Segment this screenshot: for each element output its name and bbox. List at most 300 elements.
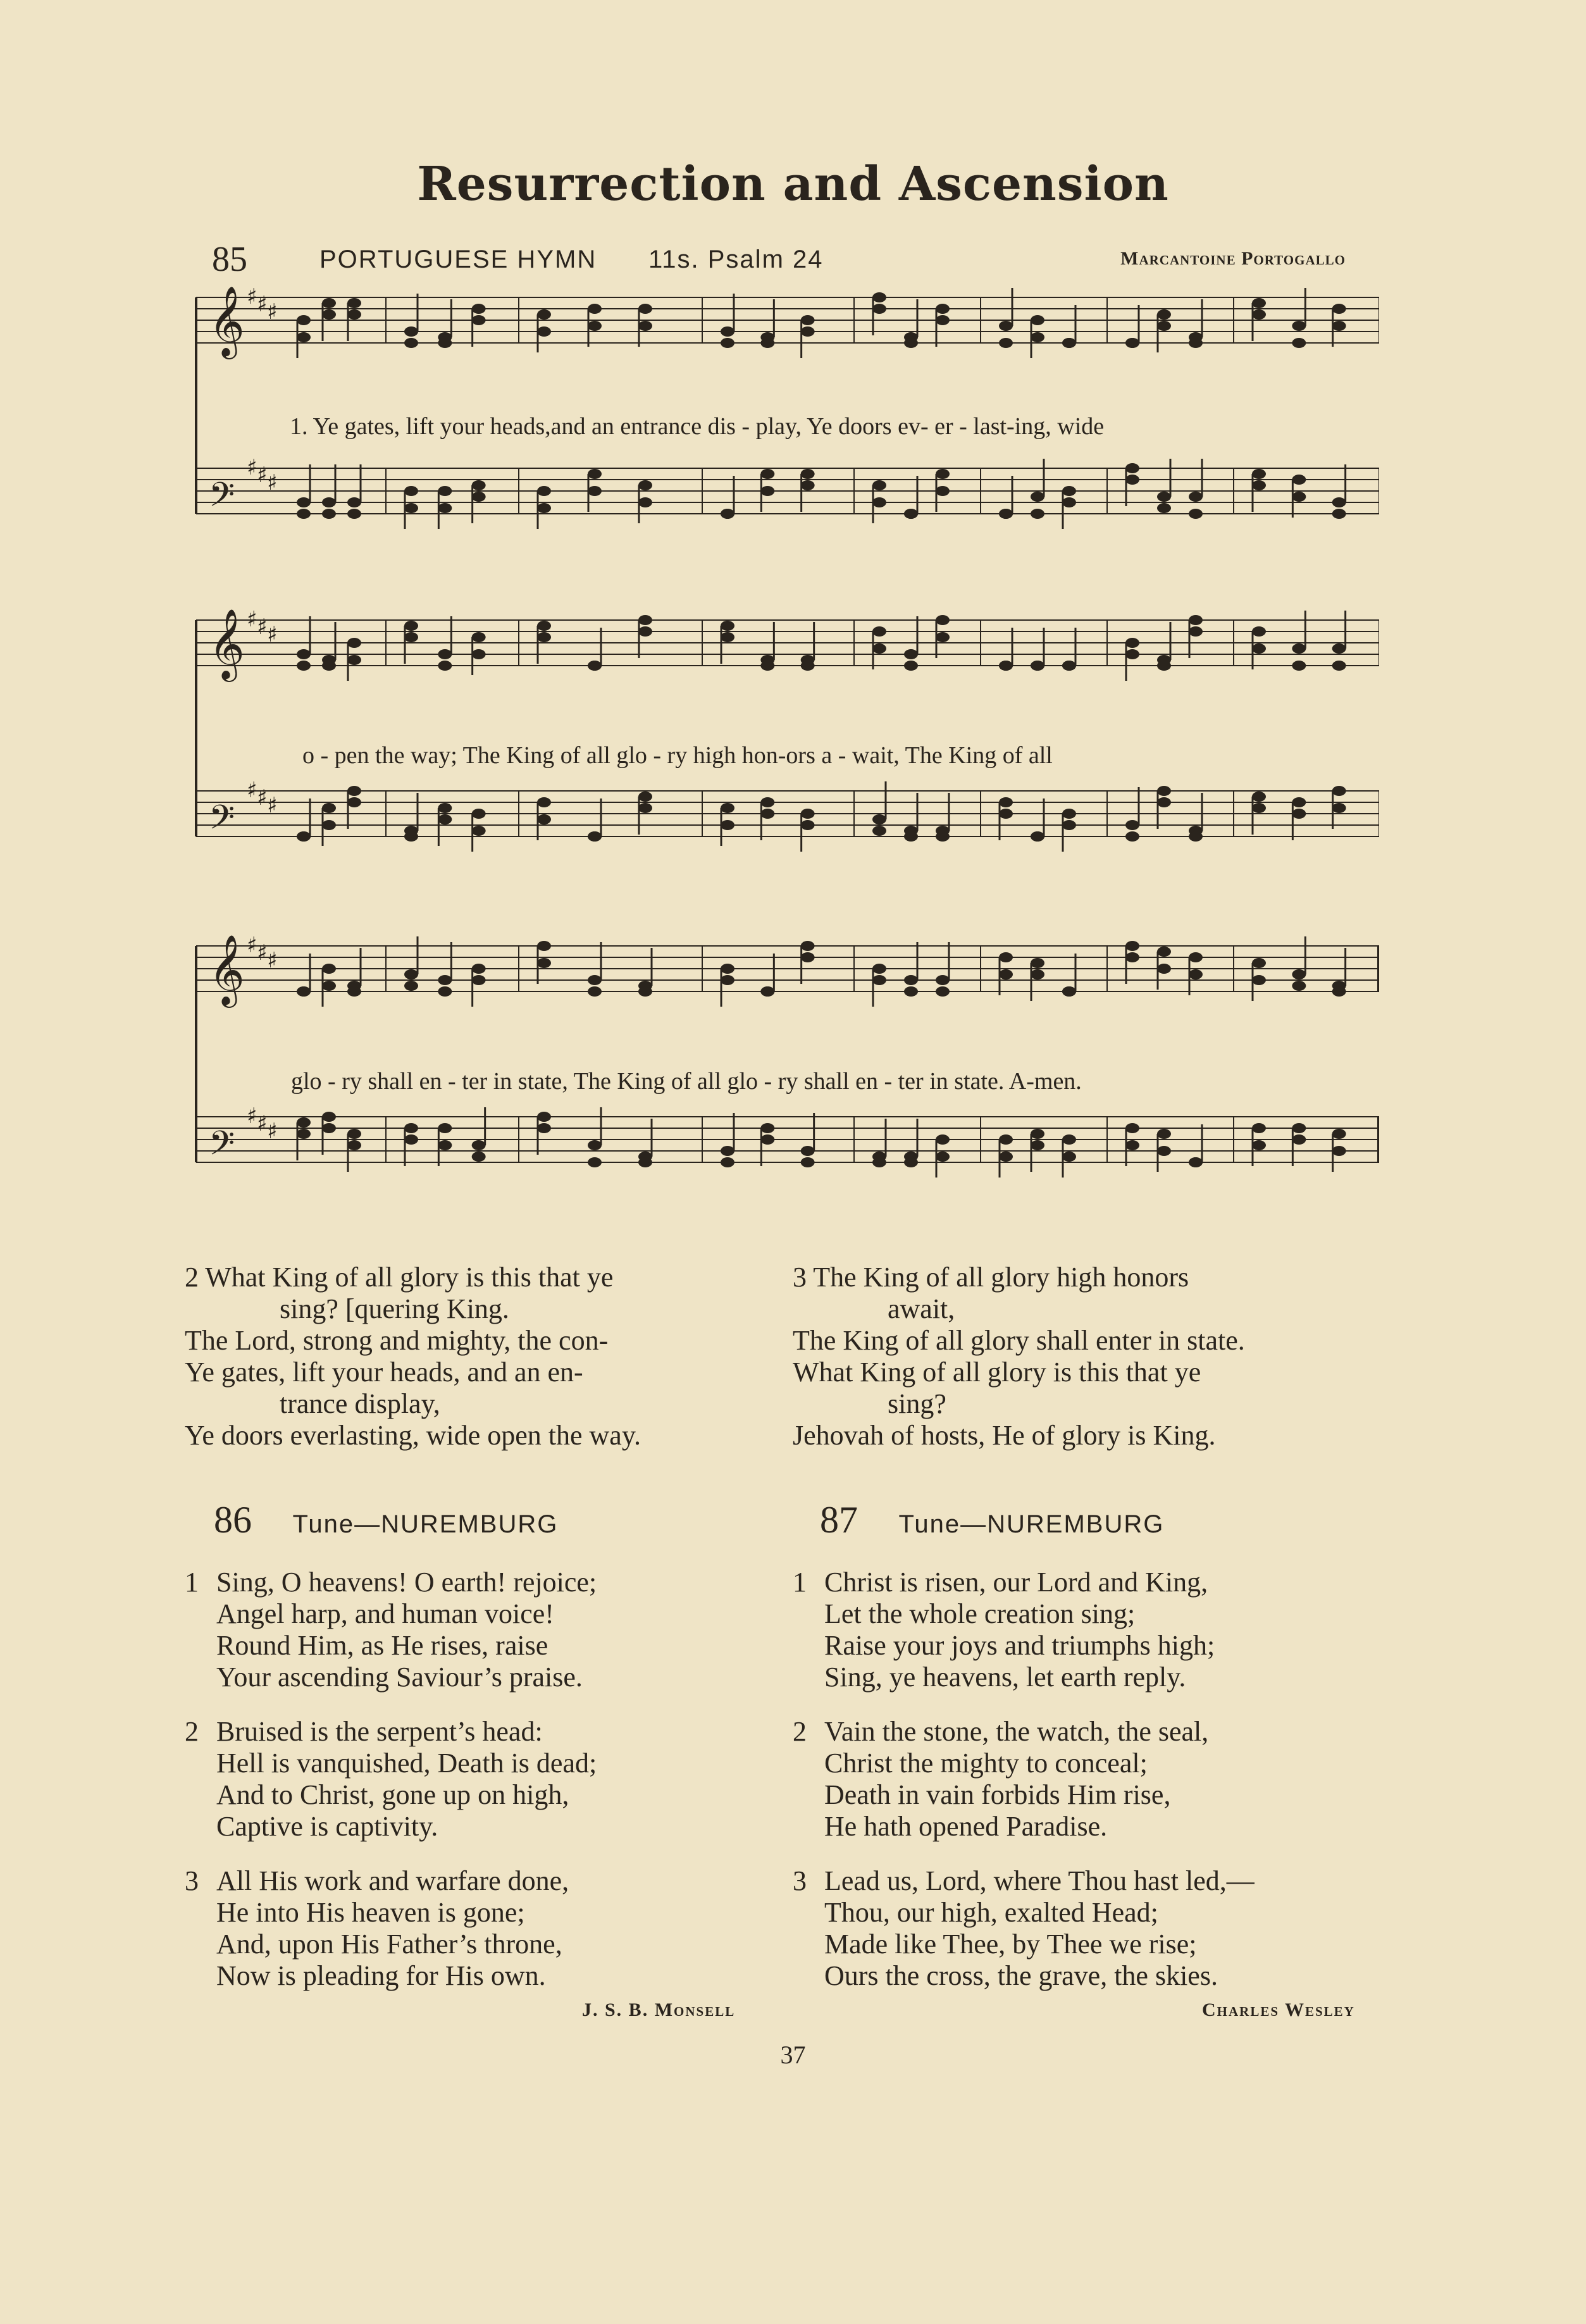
note-head (1292, 809, 1306, 819)
note-head (801, 469, 815, 479)
verse-line: Christ the mighty to conceal; (824, 1748, 1148, 1779)
note-head (1031, 332, 1044, 342)
verse-number: 2 (185, 1716, 199, 1747)
note-head (1157, 661, 1171, 671)
note-head (638, 986, 652, 997)
note-head (322, 803, 336, 813)
note-head (721, 1157, 734, 1167)
hymn-86-header (214, 1498, 558, 1542)
note-head (638, 615, 652, 625)
stanza-line: Ye doors everlasting, wide open the way. (185, 1420, 641, 1451)
sharp-icon: ♯ (247, 455, 257, 480)
sharp-icon: ♯ (257, 1111, 268, 1136)
note-head (1031, 315, 1044, 325)
stanza-line: sing? (888, 1388, 946, 1419)
note-head (404, 326, 418, 337)
note-head (801, 941, 815, 951)
note-head (472, 826, 486, 836)
note-head (1031, 1140, 1044, 1150)
note-head (1332, 1146, 1346, 1156)
sharp-icon: ♯ (267, 470, 278, 495)
stanza-2 (185, 1262, 779, 1451)
note-head (801, 315, 815, 325)
note-head (999, 1152, 1013, 1162)
note-head (347, 986, 361, 997)
note-head (322, 1112, 336, 1122)
note-head (1125, 952, 1139, 962)
note-head (472, 809, 486, 819)
note-head (297, 315, 311, 325)
music-system-3 (190, 927, 1379, 1231)
note-head (322, 820, 336, 830)
stanza-line: 2 What King of all glory is this that ye (185, 1262, 614, 1293)
sharp-icon: ♯ (257, 463, 268, 488)
verse-line: Christ is risen, our Lord and King, (824, 1567, 1208, 1598)
note-head (721, 621, 734, 631)
note-head (721, 632, 734, 642)
verse-line: He into His heaven is gone; (216, 1897, 525, 1928)
sharp-icon: ♯ (247, 1103, 257, 1129)
note-head (1332, 304, 1346, 314)
note-head (1157, 492, 1171, 502)
note-head (347, 786, 361, 796)
note-head (1189, 1157, 1203, 1167)
note-head (1332, 986, 1346, 997)
note-head (872, 304, 886, 314)
note-head (1189, 615, 1203, 625)
stanza-line: The King of all glory shall enter in state. (793, 1325, 1245, 1356)
note-head (1332, 509, 1346, 519)
stanza-line: Jehovah of hosts, He of glory is King. (793, 1420, 1216, 1451)
note-head (1332, 497, 1346, 507)
stanza-line: trance display, (280, 1388, 440, 1419)
note-head (999, 969, 1013, 979)
note-head (537, 326, 551, 337)
note-head (1252, 1140, 1266, 1150)
note-head (1332, 661, 1346, 671)
note-head (801, 1146, 815, 1156)
note-head (1252, 958, 1266, 968)
note-head (1157, 503, 1171, 513)
author-credit: J. S. B. Monsell (582, 1999, 736, 2020)
verse-line: Sing, O heavens! O earth! rejoice; (216, 1567, 597, 1598)
sharp-icon: ♯ (257, 614, 268, 640)
note-head (936, 469, 950, 479)
note-head (999, 321, 1013, 331)
note-head (1125, 1140, 1139, 1150)
note-head (322, 309, 336, 320)
note-head (638, 792, 652, 802)
note-head (588, 1140, 602, 1150)
stanza-3 (793, 1262, 1387, 1451)
note-head (1332, 786, 1346, 796)
stanza-line: await, (888, 1293, 955, 1324)
note-head (1189, 969, 1203, 979)
note-head (537, 941, 551, 951)
verse-line: Bruised is the serpent’s head: (216, 1716, 543, 1747)
note-head (1031, 831, 1044, 842)
note-head (1292, 969, 1306, 979)
verse-number: 1 (185, 1567, 199, 1598)
note-head (999, 809, 1013, 819)
note-head (404, 981, 418, 991)
note-head (472, 480, 486, 490)
note-head (1292, 661, 1306, 671)
note-head (1252, 975, 1266, 985)
note-head (1125, 941, 1139, 951)
note-head (721, 338, 734, 348)
note-head (904, 831, 918, 842)
note-head (297, 332, 311, 342)
note-head (322, 661, 336, 671)
note-head (936, 1152, 950, 1162)
note-head (638, 803, 652, 813)
note-head (1292, 1123, 1306, 1133)
note-head (1252, 480, 1266, 490)
stanza-line: 3 The King of all glory high honors (793, 1262, 1189, 1293)
note-head (872, 292, 886, 302)
note-head (936, 615, 950, 625)
note-head (721, 1146, 734, 1156)
note-head (936, 986, 950, 997)
verse-87-2 (793, 1716, 1208, 1842)
hymn-number: 85 (212, 240, 247, 279)
note-head (760, 809, 774, 819)
sharp-icon: ♯ (267, 622, 278, 647)
note-head (472, 964, 486, 974)
note-head (760, 1134, 774, 1145)
note-head (1292, 981, 1306, 991)
note-head (438, 1123, 452, 1133)
note-head (472, 649, 486, 659)
note-head (1252, 469, 1266, 479)
note-head (1031, 958, 1044, 968)
note-head (904, 509, 918, 519)
note-head (588, 661, 602, 671)
note-head (347, 1129, 361, 1139)
hymn-number: 87 (820, 1499, 858, 1541)
note-head (638, 497, 652, 507)
note-head (904, 1157, 918, 1167)
note-head (472, 975, 486, 985)
note-head (1292, 643, 1306, 654)
note-head (1292, 1134, 1306, 1145)
note-head (1125, 820, 1139, 830)
note-head (1125, 463, 1139, 473)
note-head (1125, 831, 1139, 842)
section-title: Resurrection and Ascension (417, 157, 1169, 211)
verse-number: 3 (793, 1865, 807, 1896)
note-head (1031, 969, 1044, 979)
note-head (936, 1134, 950, 1145)
tune-name: PORTUGUESE HYMN (319, 245, 597, 273)
note-head (347, 1140, 361, 1150)
verse-86-2 (185, 1716, 597, 1842)
note-head (588, 321, 602, 331)
note-head (1125, 649, 1139, 659)
note-head (438, 975, 452, 985)
note-head (1031, 509, 1044, 519)
sharp-icon: ♯ (257, 292, 268, 317)
note-head (1189, 509, 1203, 519)
lyrics-line: glo - ry shall en - ter in state, The King of all glo - ry shall en - ter in state. A-men. (291, 1068, 1082, 1095)
bass-clef-icon: 𝄢 (209, 1124, 235, 1171)
note-head (999, 509, 1013, 519)
verse-number: 2 (793, 1716, 807, 1747)
note-head (1157, 321, 1171, 331)
note-head (1157, 947, 1171, 957)
verse-line: Captive is captivity. (216, 1811, 438, 1842)
note-head (404, 1134, 418, 1145)
verse-line: Round Him, as He rises, raise (216, 1630, 548, 1661)
note-head (438, 803, 452, 813)
verse-line: Raise your joys and triumphs high; (824, 1630, 1215, 1661)
note-head (936, 315, 950, 325)
note-head (404, 831, 418, 842)
treble-clef-icon: 𝄞 (209, 285, 245, 356)
note-head (801, 661, 815, 671)
sharp-icon: ♯ (247, 778, 257, 803)
note-head (1189, 492, 1203, 502)
lyrics-line: 1. Ye gates, lift your heads,and an entrance dis - play, Ye doors ev- er - last-ing, wide (290, 413, 1105, 440)
verse-line: All His work and warfare done, (216, 1865, 569, 1896)
verse-line: Your ascending Saviour’s praise. (216, 1662, 583, 1693)
note-head (322, 497, 336, 507)
note-head (999, 661, 1013, 671)
verse-line: Made like Thee, by Thee we rise; (824, 1929, 1197, 1960)
sharp-icon: ♯ (247, 284, 257, 309)
note-head (999, 1134, 1013, 1145)
stanza-line: sing? [quering King. (280, 1293, 509, 1324)
hymn-number: 86 (214, 1499, 252, 1541)
note-head (1252, 626, 1266, 637)
note-head (322, 509, 336, 519)
note-head (537, 486, 551, 496)
note-head (1332, 321, 1346, 331)
note-head (1157, 797, 1171, 807)
verse-line: And to Christ, gone up on high, (216, 1779, 569, 1810)
treble-clef-icon: 𝄞 (209, 934, 245, 1005)
note-head (801, 820, 815, 830)
verse-87-3 (793, 1865, 1255, 1992)
note-head (297, 986, 311, 997)
note-head (297, 831, 311, 842)
note-head (588, 486, 602, 496)
note-head (1031, 492, 1044, 502)
sharp-icon: ♯ (267, 1119, 278, 1144)
note-head (472, 1152, 486, 1162)
note-head (438, 986, 452, 997)
note-head (1292, 797, 1306, 807)
note-head (1062, 1152, 1076, 1162)
note-head (638, 321, 652, 331)
note-head (904, 649, 918, 659)
note-head (1252, 1123, 1266, 1133)
note-head (1062, 809, 1076, 819)
lyrics-line: o - pen the way; The King of all glo - ry high hon-ors a - wait, The King of all (302, 742, 1053, 769)
note-head (638, 480, 652, 490)
note-head (438, 649, 452, 659)
note-head (537, 503, 551, 513)
note-head (537, 797, 551, 807)
note-head (404, 969, 418, 979)
note-head (1252, 309, 1266, 320)
sharp-icon: ♯ (267, 793, 278, 818)
note-head (999, 797, 1013, 807)
note-head (872, 975, 886, 985)
note-head (638, 304, 652, 314)
verse-87-1 (793, 1567, 1215, 1693)
note-head (588, 1157, 602, 1167)
note-head (588, 986, 602, 997)
note-head (872, 643, 886, 654)
note-head (347, 509, 361, 519)
note-head (638, 626, 652, 637)
bass-clef-icon: 𝄢 (209, 798, 235, 845)
verse-line: Lead us, Lord, where Thou hast led,— (824, 1865, 1255, 1896)
note-head (1332, 803, 1346, 813)
note-head (872, 826, 886, 836)
note-head (438, 338, 452, 348)
note-head (537, 309, 551, 320)
note-head (1125, 638, 1139, 648)
note-head (801, 809, 815, 819)
note-head (1252, 803, 1266, 813)
verse-number: 3 (185, 1865, 199, 1896)
note-head (537, 632, 551, 642)
note-head (438, 1140, 452, 1150)
verse-86-3 (185, 1865, 569, 1992)
note-head (760, 797, 774, 807)
note-head (1189, 952, 1203, 962)
note-head (936, 632, 950, 642)
note-head (297, 509, 311, 519)
note-head (760, 486, 774, 496)
note-head (1252, 792, 1266, 802)
treble-clef-icon: 𝄞 (209, 608, 245, 679)
verse-line: And, upon His Father’s throne, (216, 1929, 562, 1960)
note-head (347, 638, 361, 648)
note-head (872, 480, 886, 490)
note-head (404, 632, 418, 642)
sharp-icon: ♯ (247, 933, 257, 958)
note-head (721, 326, 734, 337)
note-head (904, 338, 918, 348)
note-head (588, 831, 602, 842)
note-head (760, 469, 774, 479)
note-head (999, 338, 1013, 348)
note-head (1252, 643, 1266, 654)
note-head (872, 1157, 886, 1167)
note-head (438, 814, 452, 824)
sharp-icon: ♯ (267, 948, 278, 973)
page-number: 37 (780, 2041, 806, 2069)
note-head (537, 814, 551, 824)
note-head (1189, 338, 1203, 348)
note-head (801, 952, 815, 962)
note-head (936, 975, 950, 985)
note-head (404, 1123, 418, 1133)
note-head (1125, 338, 1139, 348)
composer: Marcantoine Portogallo (1120, 248, 1346, 269)
verse-line: Now is pleading for His own. (216, 1960, 546, 1991)
note-head (438, 661, 452, 671)
note-head (297, 1117, 311, 1128)
note-head (721, 509, 734, 519)
note-head (438, 503, 452, 513)
note-head (801, 1157, 815, 1167)
note-head (1189, 626, 1203, 637)
note-head (1189, 831, 1203, 842)
note-head (404, 621, 418, 631)
note-head (1062, 661, 1076, 671)
note-head (472, 492, 486, 502)
note-head (721, 803, 734, 813)
note-head (297, 1129, 311, 1139)
note-head (1031, 661, 1044, 671)
note-head (721, 820, 734, 830)
note-head (347, 298, 361, 308)
note-head (472, 315, 486, 325)
verse-line: He hath opened Paradise. (824, 1811, 1108, 1842)
note-head (322, 298, 336, 308)
note-head (1292, 321, 1306, 331)
note-head (322, 964, 336, 974)
note-head (472, 632, 486, 642)
verse-line: Hell is vanquished, Death is dead; (216, 1748, 597, 1779)
note-head (1157, 786, 1171, 796)
note-head (1332, 643, 1346, 654)
note-head (472, 1140, 486, 1150)
note-head (1292, 475, 1306, 485)
note-head (1125, 1123, 1139, 1133)
stanza-line: What King of all glory is this that ye (793, 1357, 1201, 1388)
note-head (904, 661, 918, 671)
note-head (438, 486, 452, 496)
note-head (872, 964, 886, 974)
note-head (1062, 820, 1076, 830)
note-head (872, 626, 886, 637)
note-head (1062, 1134, 1076, 1145)
note-head (588, 304, 602, 314)
note-head (1125, 475, 1139, 485)
note-head (904, 986, 918, 997)
note-head (999, 952, 1013, 962)
note-head (1062, 986, 1076, 997)
note-head (537, 621, 551, 631)
note-head (936, 486, 950, 496)
note-head (1292, 492, 1306, 502)
sharp-icon: ♯ (267, 299, 278, 325)
note-head (904, 975, 918, 985)
note-head (1292, 338, 1306, 348)
note-head (347, 655, 361, 665)
tune-name: Tune—NUREMBURG (898, 1510, 1165, 1538)
note-head (472, 304, 486, 314)
note-head (721, 975, 734, 985)
note-head (1031, 1129, 1044, 1139)
note-head (347, 797, 361, 807)
sharp-icon: ♯ (247, 607, 257, 632)
note-head (760, 338, 774, 348)
hymn-87-header (820, 1498, 1164, 1542)
note-head (936, 831, 950, 842)
note-head (1157, 964, 1171, 974)
note-head (347, 497, 361, 507)
note-head (404, 486, 418, 496)
note-head (404, 338, 418, 348)
note-head (297, 649, 311, 659)
